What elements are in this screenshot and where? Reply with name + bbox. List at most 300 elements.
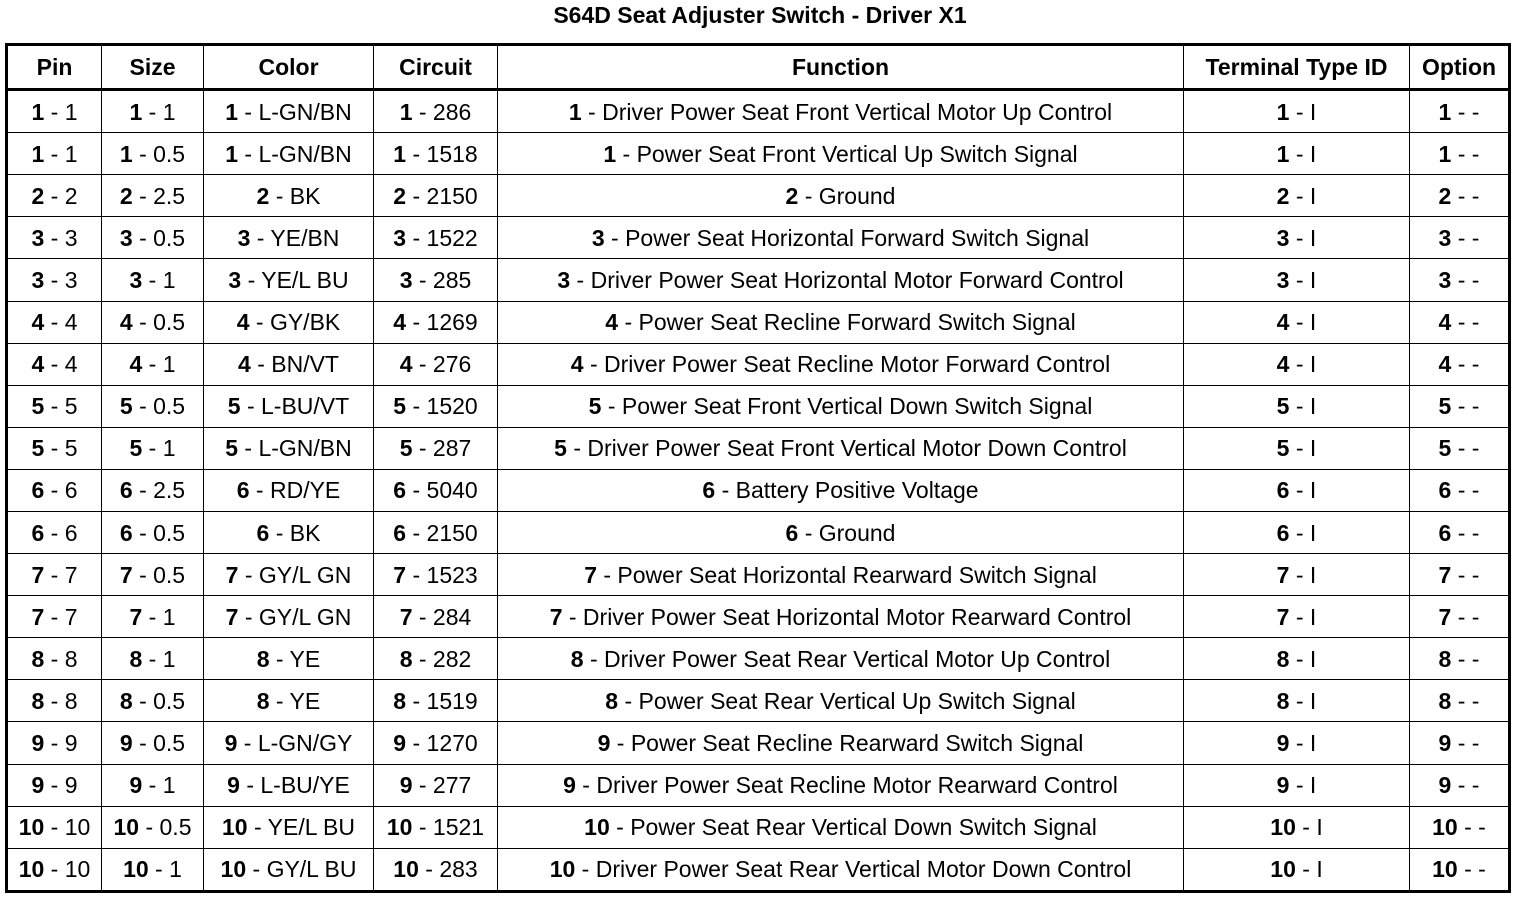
cell-circuit [374,596,498,638]
cell-function [498,638,1184,680]
cell-color [204,638,374,680]
cell-value: - BK [269,182,321,209]
cell-index: 3 [1438,224,1452,251]
cell-index: 6 [1438,477,1452,504]
cell-value: - I [1289,519,1317,546]
cell-index: 5 [31,435,45,462]
cell-index: 1 [399,98,413,125]
cell-function [498,343,1184,385]
cell-value: - Driver Power Seat Front Vertical Motor Up Control [581,98,1113,125]
cell-terminal-type-id [1184,427,1410,469]
cell-pin [7,175,102,217]
table-row [7,133,1510,175]
cell-value: - - [1451,477,1480,504]
cell-value: - Power Seat Front Vertical Down Switch Signal [601,393,1093,420]
cell-terminal-type-id [1184,806,1410,848]
cell-function [498,427,1184,469]
cell-function [498,722,1184,764]
cell-size [102,596,204,638]
cell-index: 3 [1276,224,1290,251]
cell-value: - 1 [142,603,176,630]
table-row [7,259,1510,301]
cell-size [102,469,204,511]
cell-index: 10 [1270,814,1296,841]
cell-value: - - [1457,856,1486,883]
cell-function [498,133,1184,175]
cell-circuit [374,511,498,553]
cell-index: 8 [1438,645,1452,672]
cell-index: 10 [18,856,45,883]
cell-index: 3 [591,224,605,251]
cell-index: 10 [18,814,45,841]
cell-option [1410,596,1510,638]
cell-function [498,90,1184,133]
cell-value: - 3 [44,224,78,251]
cell-value: - - [1451,224,1480,251]
cell-value: - Power Seat Horizontal Forward Switch Signal [604,224,1090,251]
cell-index: 9 [1276,772,1290,799]
cell-value: - 277 [412,772,472,799]
cell-circuit [374,175,498,217]
column-header-color: Color [204,45,374,90]
cell-value: - 1522 [406,224,478,251]
table-row [7,848,1510,891]
cell-value: - YE [269,645,321,672]
cell-terminal-type-id [1184,259,1410,301]
cell-index: 8 [256,645,270,672]
table-row [7,764,1510,806]
cell-index: 6 [702,477,716,504]
cell-index: 5 [588,393,602,420]
cell-value: - 1523 [406,561,478,588]
cell-value: - 287 [412,435,472,462]
cell-value: - Power Seat Recline Forward Switch Signal [618,309,1076,336]
table-row [7,806,1510,848]
cell-pin [7,764,102,806]
cell-value: - Driver Power Seat Front Vertical Motor Down Control [566,435,1127,462]
cell-pin [7,680,102,722]
cell-terminal-type-id [1184,638,1410,680]
cell-index: 10 [549,856,576,883]
cell-circuit [374,217,498,259]
cell-terminal-type-id [1184,511,1410,553]
cell-index: 1 [603,140,617,167]
cell-value: - 10 [44,856,91,883]
cell-index: 9 [1438,772,1452,799]
cell-value: - 0.5 [132,687,186,714]
cell-value: - BN/VT [250,351,339,378]
cell-size [102,133,204,175]
cell-value: - Ground [798,182,896,209]
cell-index: 3 [1276,266,1290,293]
cell-index: 3 [129,266,143,293]
cell-index: 1 [568,98,582,125]
cell-value: - 0.5 [132,393,186,420]
cell-index: 8 [31,687,45,714]
cell-index: 9 [224,729,238,756]
cell-index: 10 [123,856,149,883]
cell-function [498,764,1184,806]
cell-index: 4 [129,351,143,378]
cell-value: - I [1295,856,1323,883]
cell-value: - 284 [412,603,472,630]
cell-value: - GY/L GN [238,561,352,588]
cell-color [204,133,374,175]
cell-value: - 2.5 [132,182,186,209]
cell-index: 1 [119,140,133,167]
cell-value: - - [1451,351,1480,378]
cell-index: 10 [1432,856,1458,883]
cell-value: - 5 [44,393,78,420]
cell-value: - 0.5 [132,519,186,546]
cell-color [204,511,374,553]
cell-index: 7 [1276,603,1290,630]
cell-function [498,554,1184,596]
cell-circuit [374,301,498,343]
cell-function [498,596,1184,638]
cell-index: 6 [393,519,407,546]
cell-value: - 1521 [412,814,485,841]
cell-index: 6 [393,477,407,504]
cell-value: - - [1451,182,1480,209]
cell-index: 5 [1438,435,1452,462]
cell-value: - - [1451,561,1480,588]
cell-value: - - [1451,729,1480,756]
cell-index: 4 [1438,309,1452,336]
cell-index: 9 [597,729,611,756]
cell-value: - YE/BN [250,224,340,251]
cell-value: - GY/L BU [246,856,357,883]
cell-index: 4 [605,309,619,336]
cell-index: 3 [31,224,45,251]
cell-index: 9 [563,772,576,799]
cell-value: - 0.5 [132,561,186,588]
cell-circuit [374,554,498,596]
cell-value: - I [1289,98,1317,125]
cell-option [1410,511,1510,553]
cell-pin [7,217,102,259]
cell-option [1410,638,1510,680]
cell-value: - 1 [148,856,182,883]
cell-index: 3 [557,266,571,293]
cell-value: - I [1289,561,1317,588]
cell-size [102,722,204,764]
cell-value: - 0.5 [139,814,192,841]
cell-option [1410,385,1510,427]
cell-option [1410,806,1510,848]
cell-index: 5 [399,435,413,462]
cell-index: 2 [393,182,407,209]
cell-index: 4 [119,309,133,336]
cell-value: - - [1451,435,1480,462]
cell-index: 5 [129,435,143,462]
cell-terminal-type-id [1184,217,1410,259]
cell-pin [7,301,102,343]
cell-option [1410,259,1510,301]
cell-color [204,764,374,806]
cell-function [498,385,1184,427]
cell-value: - I [1289,140,1317,167]
cell-index: 6 [1276,519,1290,546]
table-row [7,722,1510,764]
cell-option [1410,217,1510,259]
cell-color [204,259,374,301]
cell-index: 7 [584,561,597,588]
cell-size [102,638,204,680]
cell-index: 3 [399,266,413,293]
cell-index: 8 [31,645,45,672]
cell-value: - L-GN/BN [238,435,352,462]
cell-index: 4 [236,309,250,336]
cell-index: 10 [1270,856,1296,883]
cell-value: - I [1289,393,1317,420]
cell-terminal-type-id [1184,554,1410,596]
cell-value: - GY/BK [249,309,341,336]
table-row [7,385,1510,427]
cell-value: - 0.5 [132,309,186,336]
cell-index: 2 [256,182,270,209]
cell-size [102,764,204,806]
cell-value: - L-GN/GY [237,729,353,756]
cell-function [498,301,1184,343]
cell-size [102,848,204,891]
cell-terminal-type-id [1184,385,1410,427]
cell-value: - 4 [44,309,78,336]
cell-circuit [374,638,498,680]
cell-index: 10 [1432,814,1458,841]
cell-value: - L-BU/YE [239,772,350,799]
cell-value: - 2150 [406,182,478,209]
cell-value: - 6 [44,519,78,546]
cell-value: - I [1289,309,1317,336]
cell-terminal-type-id [1184,133,1410,175]
cell-value: - - [1451,772,1480,799]
table-row [7,217,1510,259]
cell-index: 5 [1438,393,1452,420]
cell-value: - 7 [44,603,78,630]
cell-index: 7 [119,561,133,588]
cell-value: - I [1289,687,1317,714]
page-title: S64D Seat Adjuster Switch - Driver X1 [553,2,967,28]
cell-value: - Battery Positive Voltage [715,477,979,504]
cell-value: - YE/L BU [247,814,355,841]
cell-value: - I [1289,603,1317,630]
cell-color [204,680,374,722]
cell-index: 6 [236,477,250,504]
cell-pin [7,554,102,596]
cell-index: 10 [222,814,248,841]
cell-index: 5 [227,393,241,420]
cell-index: 3 [228,266,242,293]
cell-color [204,722,374,764]
cell-index: 7 [129,603,143,630]
cell-option [1410,90,1510,133]
table-body [7,90,1510,892]
cell-index: 9 [119,729,133,756]
cell-size [102,427,204,469]
cell-value: - - [1451,687,1480,714]
cell-index: 8 [393,687,407,714]
cell-index: 7 [1438,603,1452,630]
cell-index: 8 [256,687,270,714]
cell-circuit [374,806,498,848]
cell-size [102,343,204,385]
cell-index: 8 [1276,687,1290,714]
cell-pin [7,806,102,848]
cell-index: 7 [225,561,239,588]
cell-index: 7 [399,603,413,630]
cell-index: 10 [220,856,247,883]
cell-value: - Power Seat Horizontal Rearward Switch Signal [596,561,1097,588]
cell-value: - 1 [142,98,176,125]
cell-pin [7,638,102,680]
cell-size [102,806,204,848]
cell-value: - RD/YE [249,477,341,504]
cell-index: 1 [225,98,239,125]
cell-index: 7 [1276,561,1290,588]
cell-value: - I [1289,477,1317,504]
cell-value: - 1 [142,266,176,293]
cell-pin [7,722,102,764]
table-row [7,680,1510,722]
cell-value: - 1 [44,140,78,167]
cell-value: - - [1451,266,1480,293]
cell-value: - 5 [44,435,78,462]
cell-value: - I [1289,182,1317,209]
cell-index: 6 [31,519,45,546]
cell-index: 5 [31,393,45,420]
cell-value: - 1518 [406,140,478,167]
cell-index: 3 [1438,266,1452,293]
cell-value: - - [1457,814,1486,841]
cell-value: - 7 [44,561,78,588]
cell-size [102,259,204,301]
cell-function [498,511,1184,553]
cell-pin [7,511,102,553]
cell-color [204,90,374,133]
column-header-size: Size [102,45,204,90]
cell-circuit [374,848,498,891]
cell-pin [7,133,102,175]
cell-index: 5 [225,435,239,462]
column-header-circuit: Circuit [374,45,498,90]
cell-value: - 8 [44,645,78,672]
table-row [7,596,1510,638]
cell-circuit [374,343,498,385]
cell-index: 8 [570,645,584,672]
cell-index: 4 [238,351,251,378]
cell-index: 10 [386,814,413,841]
cell-pin [7,848,102,891]
cell-index: 3 [31,266,45,293]
cell-value: - 5040 [406,477,478,504]
cell-value: - I [1295,814,1323,841]
cell-size [102,680,204,722]
cell-size [102,385,204,427]
column-header-function: Function [498,45,1184,90]
cell-value: - 1 [142,772,176,799]
cell-value: - 285 [412,266,472,293]
cell-pin [7,596,102,638]
table-row [7,554,1510,596]
cell-index: 7 [549,603,563,630]
cell-option [1410,133,1510,175]
cell-index: 1 [1276,98,1290,125]
cell-value: - Driver Power Seat Horizontal Motor Rearward Control [562,603,1132,630]
cell-index: 4 [31,351,45,378]
cell-color [204,301,374,343]
cell-index: 1 [31,140,45,167]
cell-value: - 1 [44,98,78,125]
cell-value: - - [1451,519,1480,546]
cell-value: - L-GN/BN [238,140,352,167]
cell-index: 4 [31,309,45,336]
cell-terminal-type-id [1184,764,1410,806]
cell-value: - 2 [44,182,78,209]
cell-index: 1 [225,140,239,167]
table-header-row [7,45,1510,90]
cell-terminal-type-id [1184,722,1410,764]
cell-option [1410,680,1510,722]
cell-size [102,301,204,343]
cell-color [204,427,374,469]
cell-value: - I [1289,772,1317,799]
cell-index: 4 [1276,351,1290,378]
cell-index: 6 [785,519,799,546]
cell-color [204,343,374,385]
cell-value: - Power Seat Recline Rearward Switch Signal [610,729,1084,756]
cell-index: 2 [1438,182,1452,209]
cell-index: 5 [393,393,407,420]
cell-function [498,217,1184,259]
cell-index: 9 [31,729,45,756]
cell-index: 6 [1276,477,1290,504]
cell-value: - Power Seat Rear Vertical Up Switch Signal [618,687,1076,714]
cell-index: 3 [237,224,251,251]
cell-index: 6 [256,519,270,546]
table-row [7,343,1510,385]
cell-size [102,511,204,553]
cell-value: - Power Seat Rear Vertical Down Switch Signal [609,814,1097,841]
column-header-terminal-type-id: Terminal Type ID [1184,45,1410,90]
cell-index: 6 [119,519,133,546]
cell-value: - 286 [412,98,472,125]
cell-index: 10 [584,814,610,841]
cell-index: 2 [1276,182,1290,209]
table-row [7,469,1510,511]
cell-size [102,217,204,259]
cell-index: 1 [129,98,143,125]
cell-index: 2 [785,182,799,209]
cell-option [1410,175,1510,217]
cell-value: - YE/L BU [241,266,349,293]
cell-value: - - [1451,309,1480,336]
cell-value: - 9 [44,729,78,756]
cell-value: - - [1451,645,1480,672]
cell-value: - 282 [412,645,472,672]
cell-value: - YE [269,687,321,714]
cell-index: 5 [119,393,133,420]
cell-index: 6 [1438,519,1452,546]
cell-value: - Driver Power Seat Horizontal Motor Forward Control [570,266,1124,293]
cell-index: 9 [129,772,143,799]
cell-circuit [374,90,498,133]
cell-function [498,175,1184,217]
cell-terminal-type-id [1184,848,1410,891]
cell-circuit [374,133,498,175]
column-header-pin: Pin [7,45,102,90]
cell-value: - 1270 [406,729,478,756]
